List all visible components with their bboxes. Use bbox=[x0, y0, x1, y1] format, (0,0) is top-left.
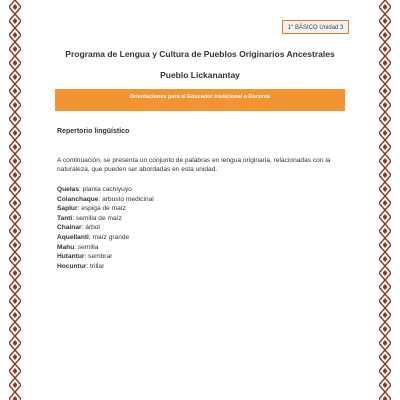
word-term: Hocuntur bbox=[57, 262, 87, 270]
word-meaning: : maíz grande bbox=[88, 233, 130, 241]
word-list bbox=[57, 185, 154, 271]
andean-pattern-icon bbox=[9, 0, 21, 400]
unit-badge: 1° BÁSICO Unidad 3 bbox=[282, 20, 349, 34]
list-item bbox=[57, 252, 154, 262]
word-meaning: : espiga de maíz bbox=[77, 205, 126, 213]
decorative-border-left bbox=[9, 0, 21, 400]
word-term: Mahu bbox=[57, 243, 75, 251]
word-term: Tantí bbox=[57, 214, 73, 222]
word-term: Saplur bbox=[57, 205, 78, 213]
word-term: Hutantur bbox=[57, 253, 85, 261]
word-term: Colanchaque bbox=[57, 195, 99, 203]
word-term: Aquellanti bbox=[57, 233, 89, 241]
program-title: Programa de Lengua y Cultura de Pueblos Originarios Ancestrales bbox=[65, 49, 335, 59]
pueblo-title: Pueblo Lickanantay bbox=[160, 70, 240, 80]
banner-text: Orientaciones para el Educador tradicional o Docente bbox=[129, 94, 271, 100]
word-term: Chainar bbox=[57, 224, 82, 232]
word-meaning: : planta cachiyuyo bbox=[79, 186, 132, 193]
list-item bbox=[57, 185, 154, 195]
word-term: Quelas bbox=[57, 186, 79, 193]
decorative-border-right bbox=[379, 0, 391, 400]
word-meaning: : árbol bbox=[81, 224, 100, 232]
list-item bbox=[57, 243, 154, 253]
word-meaning: : trillar bbox=[86, 262, 105, 270]
andean-pattern-icon bbox=[379, 0, 391, 400]
intro-paragraph: A continuación, se presenta un conjunto de palabras en lengua originaria, relacionadas con la naturaleza, que pueden ser abordadas en esta unidad. bbox=[57, 157, 331, 173]
list-item bbox=[57, 262, 154, 272]
list-item bbox=[57, 223, 154, 233]
list-item bbox=[57, 233, 154, 243]
word-meaning: : semilla de maíz bbox=[72, 214, 122, 222]
section-heading: Repertorio lingüístico bbox=[57, 128, 130, 135]
list-item bbox=[57, 214, 154, 224]
word-meaning: : arbusto medicinal bbox=[98, 195, 154, 203]
list-item bbox=[57, 204, 154, 214]
orientation-banner bbox=[55, 89, 345, 111]
list-item bbox=[57, 195, 154, 205]
word-meaning: : semilla bbox=[74, 243, 99, 251]
word-meaning: : sembrar bbox=[84, 253, 113, 261]
